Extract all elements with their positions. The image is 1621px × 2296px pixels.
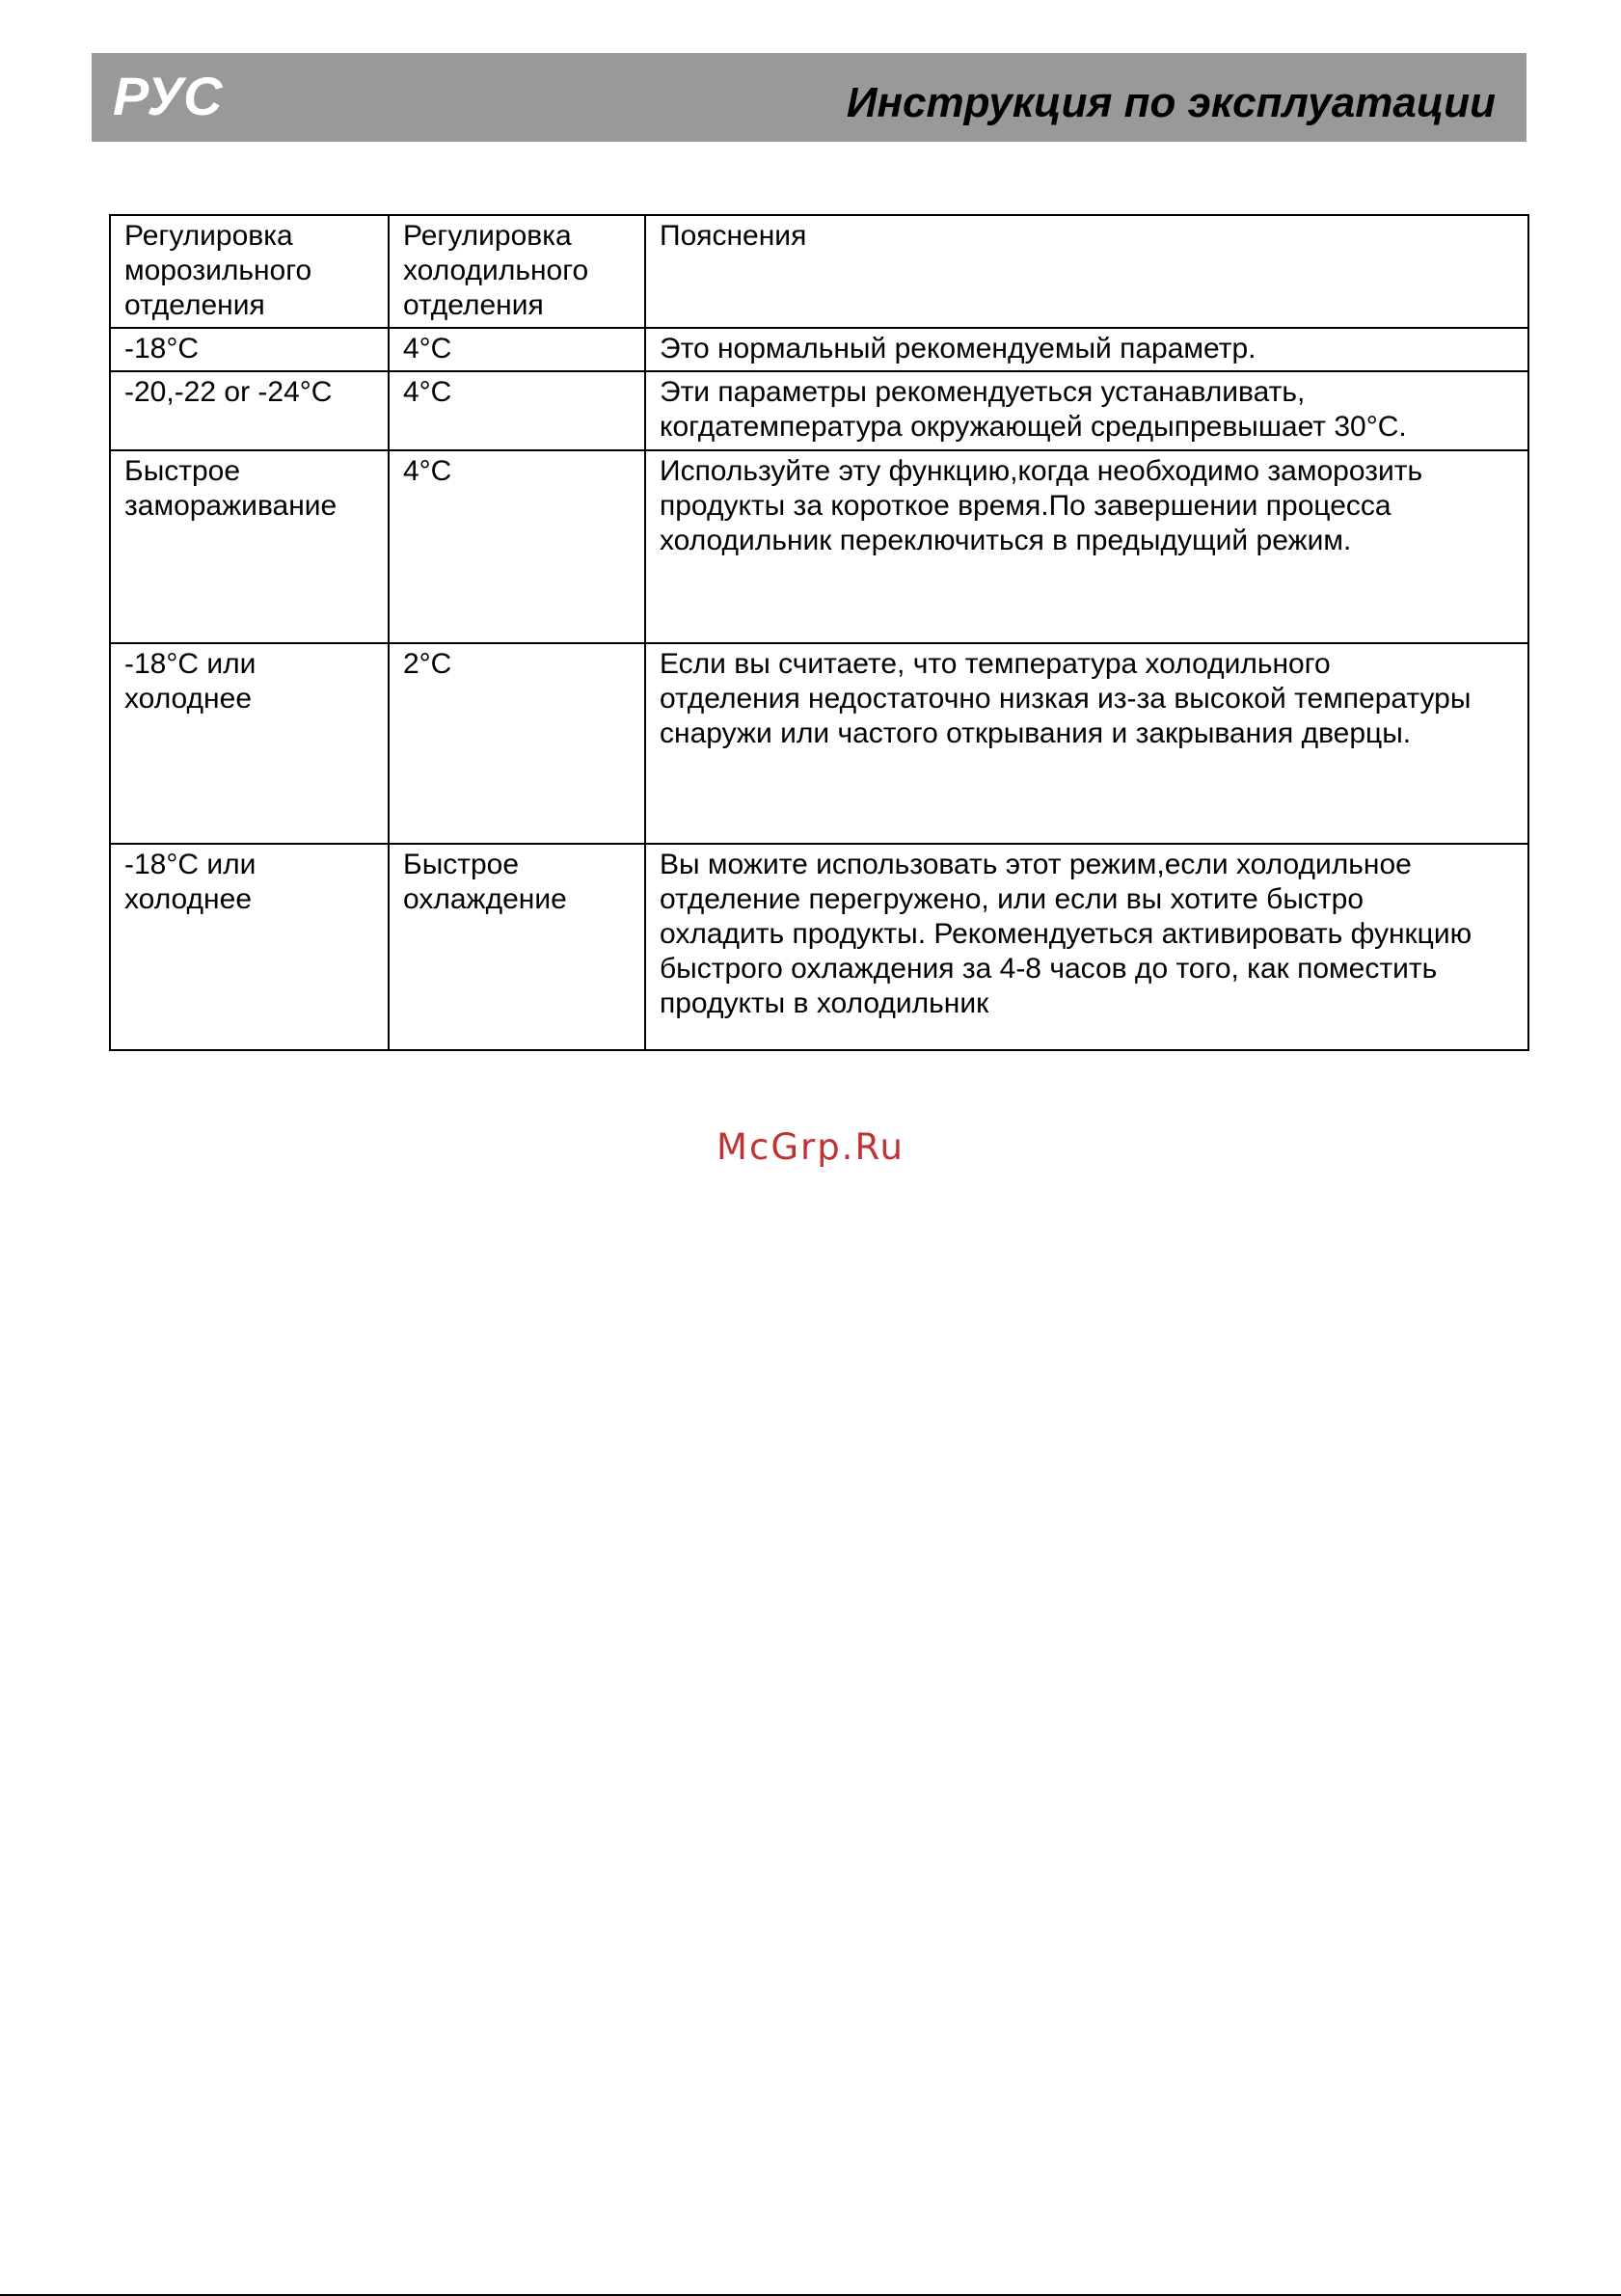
document-title: Инструкция по эксплуатации — [846, 79, 1496, 126]
note-cell: Это нормальный рекомендуемый параметр. — [645, 328, 1528, 371]
freezer-setting-cell: Быстрое замораживание — [110, 450, 389, 643]
table-row — [110, 328, 1528, 371]
header-cell-notes: Пояснения — [645, 215, 1528, 328]
watermark-text: McGrp.Ru — [716, 1126, 905, 1168]
note-cell: Используйте эту функцию,когда необходимо заморозить продукты за короткое время.По завершении процесса холодильник переключиться в предыдущий режим. — [645, 450, 1528, 643]
note-cell: Если вы считаете, что температура холодильного отделения недостаточно низкая из-за высокой температуры снаружи или частого открывания и закрывания дверцы. — [645, 643, 1528, 844]
header-cell-fridge: Регулировка холодильного отделения — [389, 215, 645, 328]
page-header — [92, 53, 1526, 142]
freezer-setting-cell: -20,-22 or -24°C — [110, 371, 389, 450]
fridge-setting-cell: Быстрое охлаждение — [389, 844, 645, 1050]
table-row — [110, 844, 1528, 1050]
table-row — [110, 371, 1528, 450]
table-header-row — [110, 215, 1528, 328]
fridge-setting-cell: 4°C — [389, 328, 645, 371]
fridge-setting-cell: 4°C — [389, 450, 645, 643]
freezer-setting-cell: -18°C — [110, 328, 389, 371]
fridge-setting-cell: 2°C — [389, 643, 645, 844]
language-label: РУС — [113, 66, 223, 126]
note-cell: Эти параметры рекомендуеться устанавливать, когдатемпература окружающей средыпревышает 30°C. — [645, 371, 1528, 450]
table-row — [110, 643, 1528, 844]
temperature-settings-table — [109, 214, 1529, 1051]
freezer-setting-cell: -18°C или холоднее — [110, 643, 389, 844]
freezer-setting-cell: -18°C или холоднее — [110, 844, 389, 1050]
note-cell: Вы можите использовать этот режим,если холодильное отделение перегружено, или если вы хотите быстро охладить продукты. Рекомендуеться активировать функцию быстрого охлаждения за 4-8 часов до того, как поместить продукты в холодильник — [645, 844, 1528, 1050]
header-cell-freezer: Регулировка морозильного отделения — [110, 215, 389, 328]
fridge-setting-cell: 4°C — [389, 371, 645, 450]
table-row — [110, 450, 1528, 643]
